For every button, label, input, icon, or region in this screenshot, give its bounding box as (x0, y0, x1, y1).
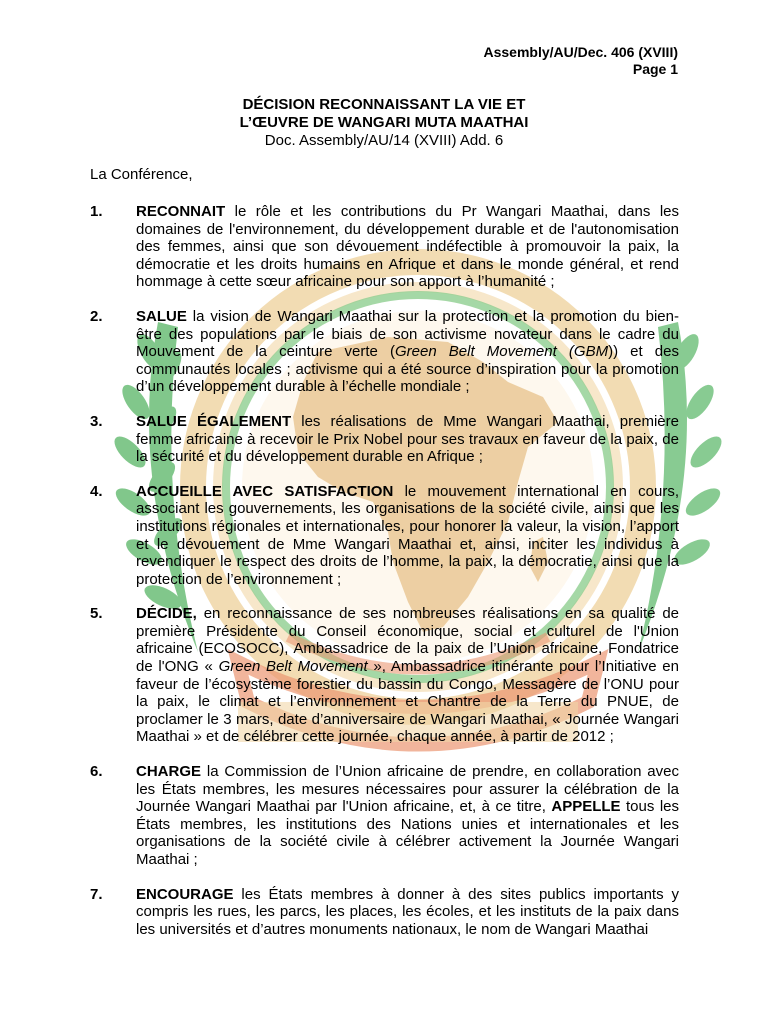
item-text: le rôle et les contributions du Pr Wangari Maathai, dans les domaines de l'environnement, du développement durable et de l'autonomisation des femmes, ainsi que son dévouement indéfectible à promouvoir la paix, la démocratie et les droits humains en Afrique et dans le monde général, et rend hommage à cette sœur africaine pour son apport à l’humanité ; (136, 203, 679, 291)
item-keyword: DÉCIDE, (136, 605, 197, 623)
decision-item-4 (90, 483, 679, 589)
item-number: 5. (90, 605, 103, 623)
page-number: Page 1 (632, 61, 678, 77)
item-text: le mouvement international en cours, associant les gouvernements, les organisations de la société civile, ainsi que les institutions régionales et internationales, pour honorer la valeur, la vision, l’apport et le dévouement de Mme Wangari Maathai et, ainsi, inciter les individus à revendiquer le respect des droits de l’homme, la paix, la démocratie, ainsi que la protection de l’environnement ; (136, 482, 680, 588)
item-text: la Commission de l’Union africaine de prendre, en collaboration avec les États membres, les mesures nécessaires pour assurer la célébration de la Journée Wangari Maathai par l'Union africaine, et, à ce titre, (136, 763, 679, 816)
item-number: 2. (90, 307, 103, 325)
reference-code: Assembly/AU/Dec. 406 (XVIII) (483, 44, 678, 60)
title-line-1: DÉCISION RECONNAISSANT LA VIE ET (242, 96, 526, 113)
opening-line: La Conférence, (90, 166, 193, 183)
item-keyword: ACCUEILLE AVEC SATISFACTION (136, 482, 394, 500)
item-number: 1. (90, 203, 103, 220)
decision-item-2 (90, 308, 679, 396)
decision-item-5 (90, 605, 679, 746)
item-text: », Ambassadrice itinérante pour l’Initiative en faveur de l’écosystème forestier du bassin du Congo, Messagère de l’ONU pour la paix, le climat et l’environnement et Chantre de la Terre du PNUE, de proclamer le 3 mars, date d’anniversaire de Wangari Maathai, « Journée Wangari Maathai » et de célébrer cette journée, chaque année, à partir de 2012 ; (136, 658, 679, 746)
item-italic-text: Green Belt Movement (GBM (395, 343, 609, 361)
item-number: 7. (90, 885, 103, 903)
document-subtitle: Doc. Assembly/AU/14 (XVIII) Add. 6 (264, 132, 504, 149)
decision-items (90, 203, 679, 955)
decision-title-block (0, 96, 768, 150)
item-keyword: ENCOURAGE (136, 885, 234, 903)
item-text: en reconnaissance de ses nombreuses réalisations en sa qualité de première Présidente du Conseil économique, social et culturel de l'Union africaine (ECOSOCC), Ambassadrice de la paix de l’Union africaine, Fondatrice de l'ONG « (136, 605, 679, 676)
item-keyword: RECONNAIT (136, 203, 226, 220)
decision-item-6 (90, 763, 679, 869)
item-text: )) et des communautés locales ; activisme qui a été source d’inspiration pour la promotion d’un développement durable à l’échelle mondiale ; (136, 343, 679, 396)
item-keyword-2: APPELLE (551, 798, 621, 816)
item-keyword: SALUE ÉGALEMENT (136, 412, 292, 430)
item-number: 6. (90, 763, 103, 781)
item-italic-text: Green Belt Movement (218, 658, 368, 676)
item-text: les réalisations de Mme Wangari Maathai, première femme africaine à recevoir le Prix Nobel pour ses travaux en faveur de la paix, de la sécurité et du développement durable en Afrique ; (136, 412, 679, 466)
item-number: 3. (90, 412, 103, 430)
item-text: tous les États membres, les institutions des Nations unies et internationales et les organisations de la société civile à célébrer activement la Journée Wangari Maathai ; (136, 798, 679, 868)
item-keyword: CHARGE (136, 763, 202, 781)
decision-item-3 (90, 413, 679, 466)
decision-item-1 (90, 203, 679, 291)
item-number: 4. (90, 482, 103, 500)
title-line-2: L’ŒUVRE DE WANGARI MUTA MAATHAI (239, 114, 529, 131)
item-keyword: SALUE (136, 307, 187, 325)
document-reference (483, 44, 678, 78)
item-text: les États membres à donner à des sites publics importants y compris les rues, les parcs, les places, les écoles, et les instituts de la paix dans les universités et d’autres monuments nationaux, le nom de Wangari Maathai (136, 885, 679, 938)
item-text: la vision de Wangari Maathai sur la protection et la promotion du bien-être des populations par le biais de son activisme novateur dans le cadre du Mouvement de la ceinture verte ( (136, 307, 679, 361)
decision-item-7 (90, 886, 679, 939)
